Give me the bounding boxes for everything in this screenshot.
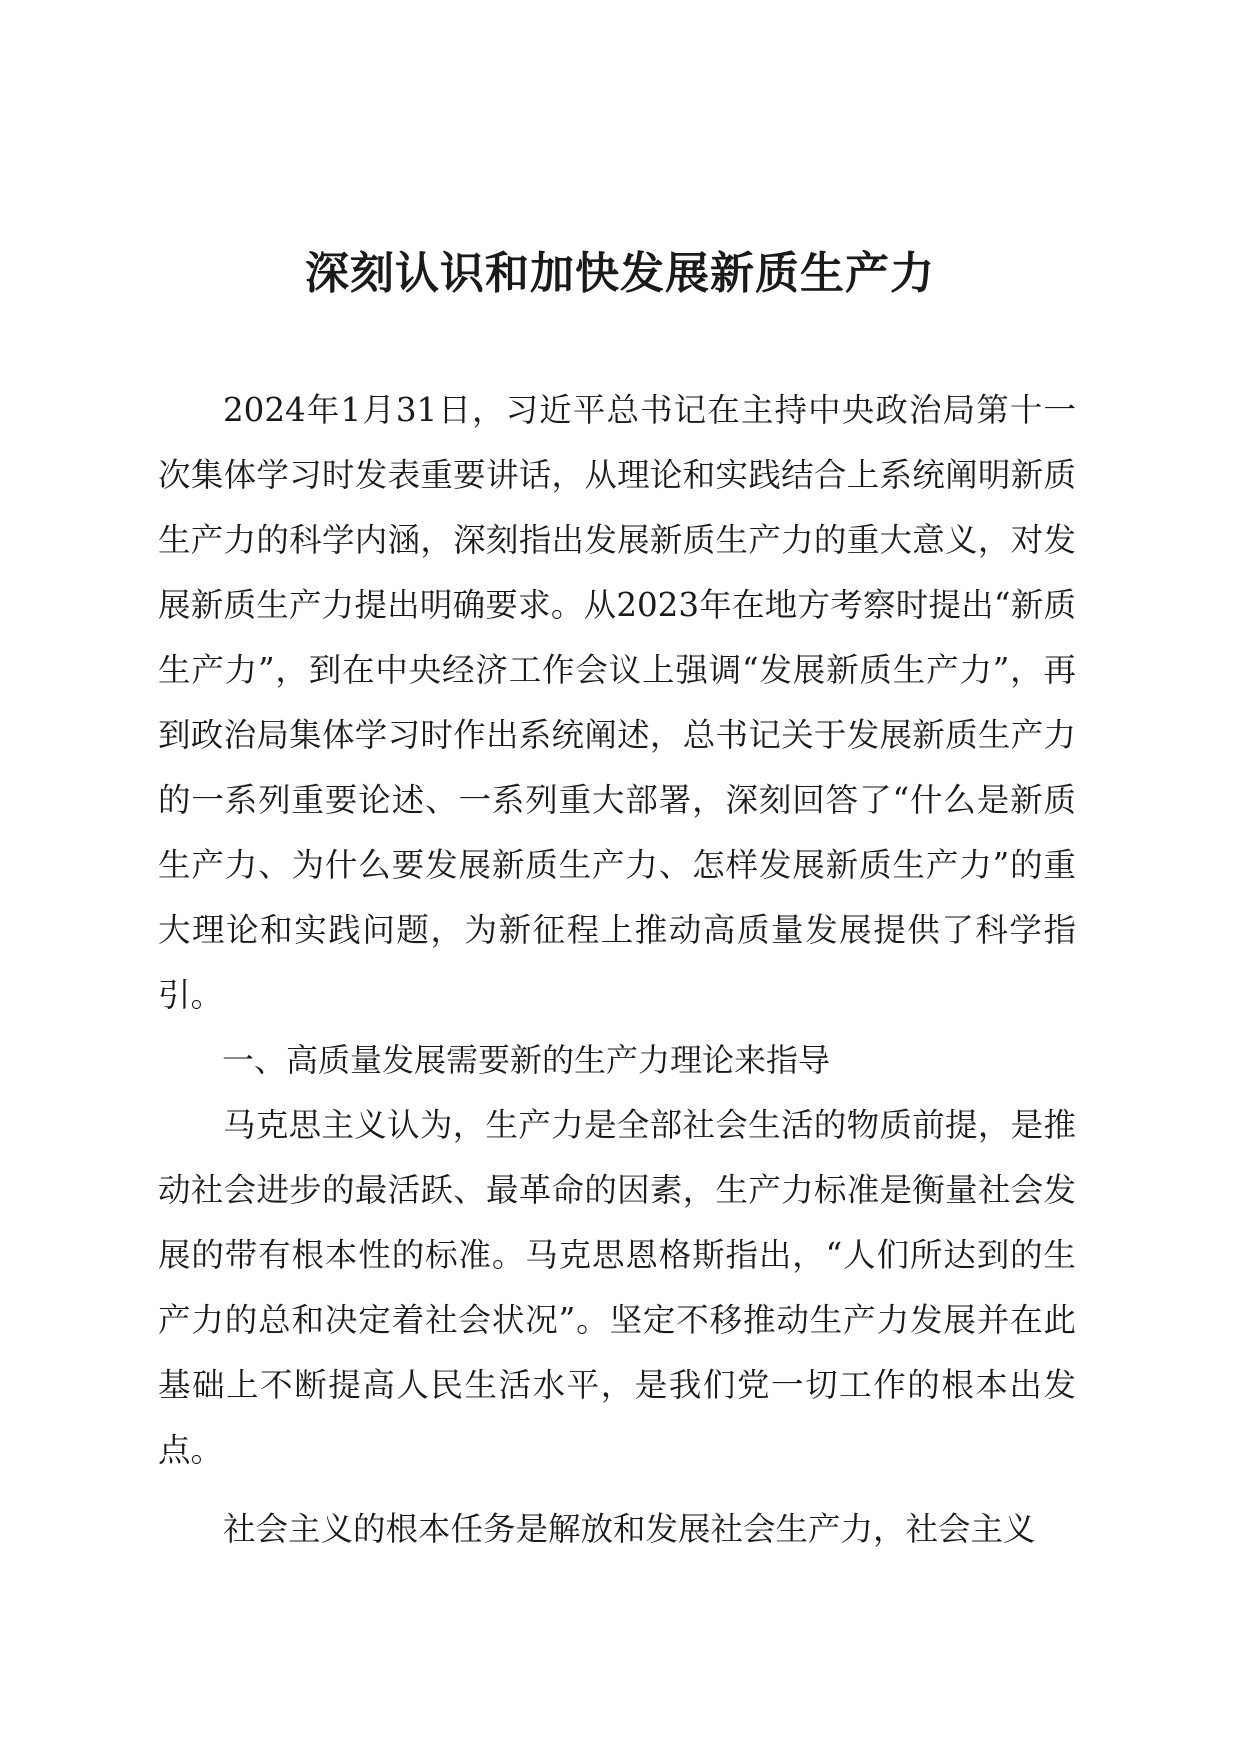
section-heading: 一、高质量发展需要新的生产力理论来指导 (222, 1041, 831, 1079)
document-body (158, 378, 1076, 1562)
intro-paragraph: 2024年1月31日，习近平总书记在主持中央政治局第十一次集体学习时发表重要讲话，从理论和实践结合上系统阐明新质生产力的科学内涵，深刻指出发展新质生产力的重大意义，对发展新质生产力提出明确要求。从2023年在地方考察时提出“新质生产力”，到在中央经济工作会议上强调“发展新质生产力”，再到政治局集体学习时作出系统阐述，总书记关于发展新质生产力的一系列重要论述、一系列重大部署，深刻回答了“什么是新质生产力、为什么要发展新质生产力、怎样发展新质生产力”的重大理论和实践问题，为新征程上推动高质量发展提供了科学指引。 (158, 391, 1076, 1014)
section-paragraph: 社会主义的根本任务是解放和发展社会生产力，社会主义 (223, 1510, 1036, 1548)
document-title: 深刻认识和加快发展新质生产力 (305, 248, 935, 299)
section-paragraph: 马克思主义认为，生产力是全部社会生活的物质前提，是推动社会进步的最活跃、最革命的因素，生产力标准是衡量社会发展的带有根本性的标准。马克思恩格斯指出，“人们所达到的生产力的总和决定着社会状况”。坚定不移推动生产力发展并在此基础上不断提高人民生活水平，是我们党一切工作的根本出发点。 (158, 1106, 1076, 1469)
